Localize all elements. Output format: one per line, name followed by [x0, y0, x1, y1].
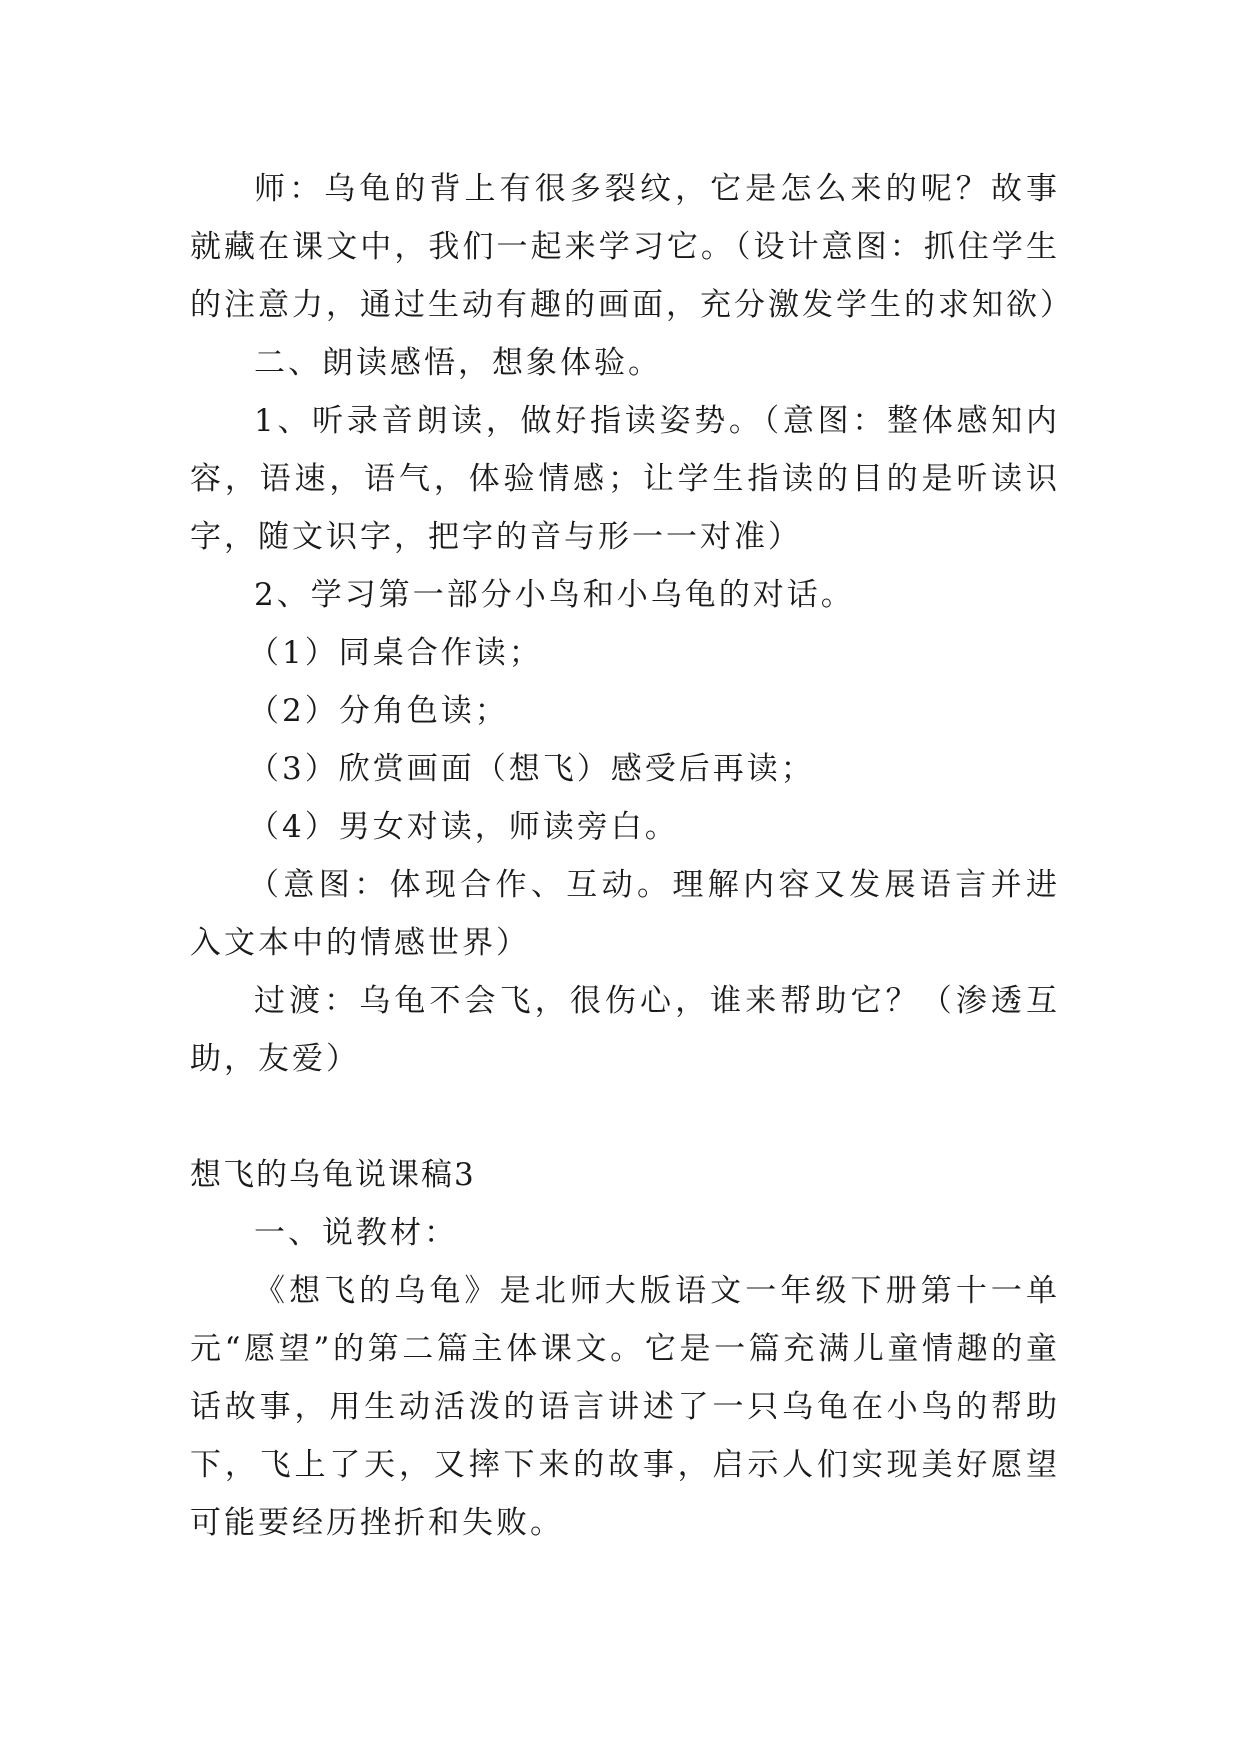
- paragraph-transition: 过渡：乌龟不会飞，很伤心，谁来帮助它？（渗透互助，友爱）: [190, 983, 1060, 1077]
- paragraph-step-1: 1、听录音朗读，做好指读姿势。（意图：整体感知内容，语速，语气，体验情感；让学生指读的目的是听读识字，随文识字，把字的音与形一一对准）: [190, 403, 1060, 555]
- paragraph-intent-note: （意图：体现合作、互动。理解内容又发展语言并进入文本中的情感世界）: [190, 867, 1060, 961]
- heading-textbook: 一、说教材：: [254, 1215, 458, 1251]
- section-title: 想飞的乌龟说课稿3: [190, 1157, 476, 1193]
- list-item-1: （1）同桌合作读；: [248, 635, 543, 671]
- section-gap: [190, 1088, 1060, 1146]
- list-item-3: （3）欣赏画面（想飞）感受后再读；: [248, 751, 815, 787]
- document-body: [190, 160, 1074, 1552]
- paragraph-teacher-intro: 师：乌龟的背上有很多裂纹，它是怎么来的呢？故事就藏在课文中，我们一起来学习它。（设计意图：抓住学生的注意力，通过生动有趣的画面，充分激发学生的求知欲）: [190, 171, 1074, 323]
- list-item-4: （4）男女对读，师读旁白。: [248, 809, 679, 845]
- paragraph-textbook-description: 《想飞的乌龟》是北师大版语文一年级下册第十一单元“愿望”的第二篇主体课文。它是一篇充满儿童情趣的童话故事，用生动活泼的语言讲述了一只乌龟在小鸟的帮助下，飞上了天，又摔下来的故事，启示人们实现美好愿望可能要经历挫折和失败。: [190, 1273, 1060, 1541]
- paragraph-step-2: 2、学习第一部分小鸟和小乌龟的对话。: [254, 577, 855, 613]
- list-item-2: （2）分角色读；: [248, 693, 509, 729]
- heading-reading-section: 二、朗读感悟，想象体验。: [254, 345, 662, 381]
